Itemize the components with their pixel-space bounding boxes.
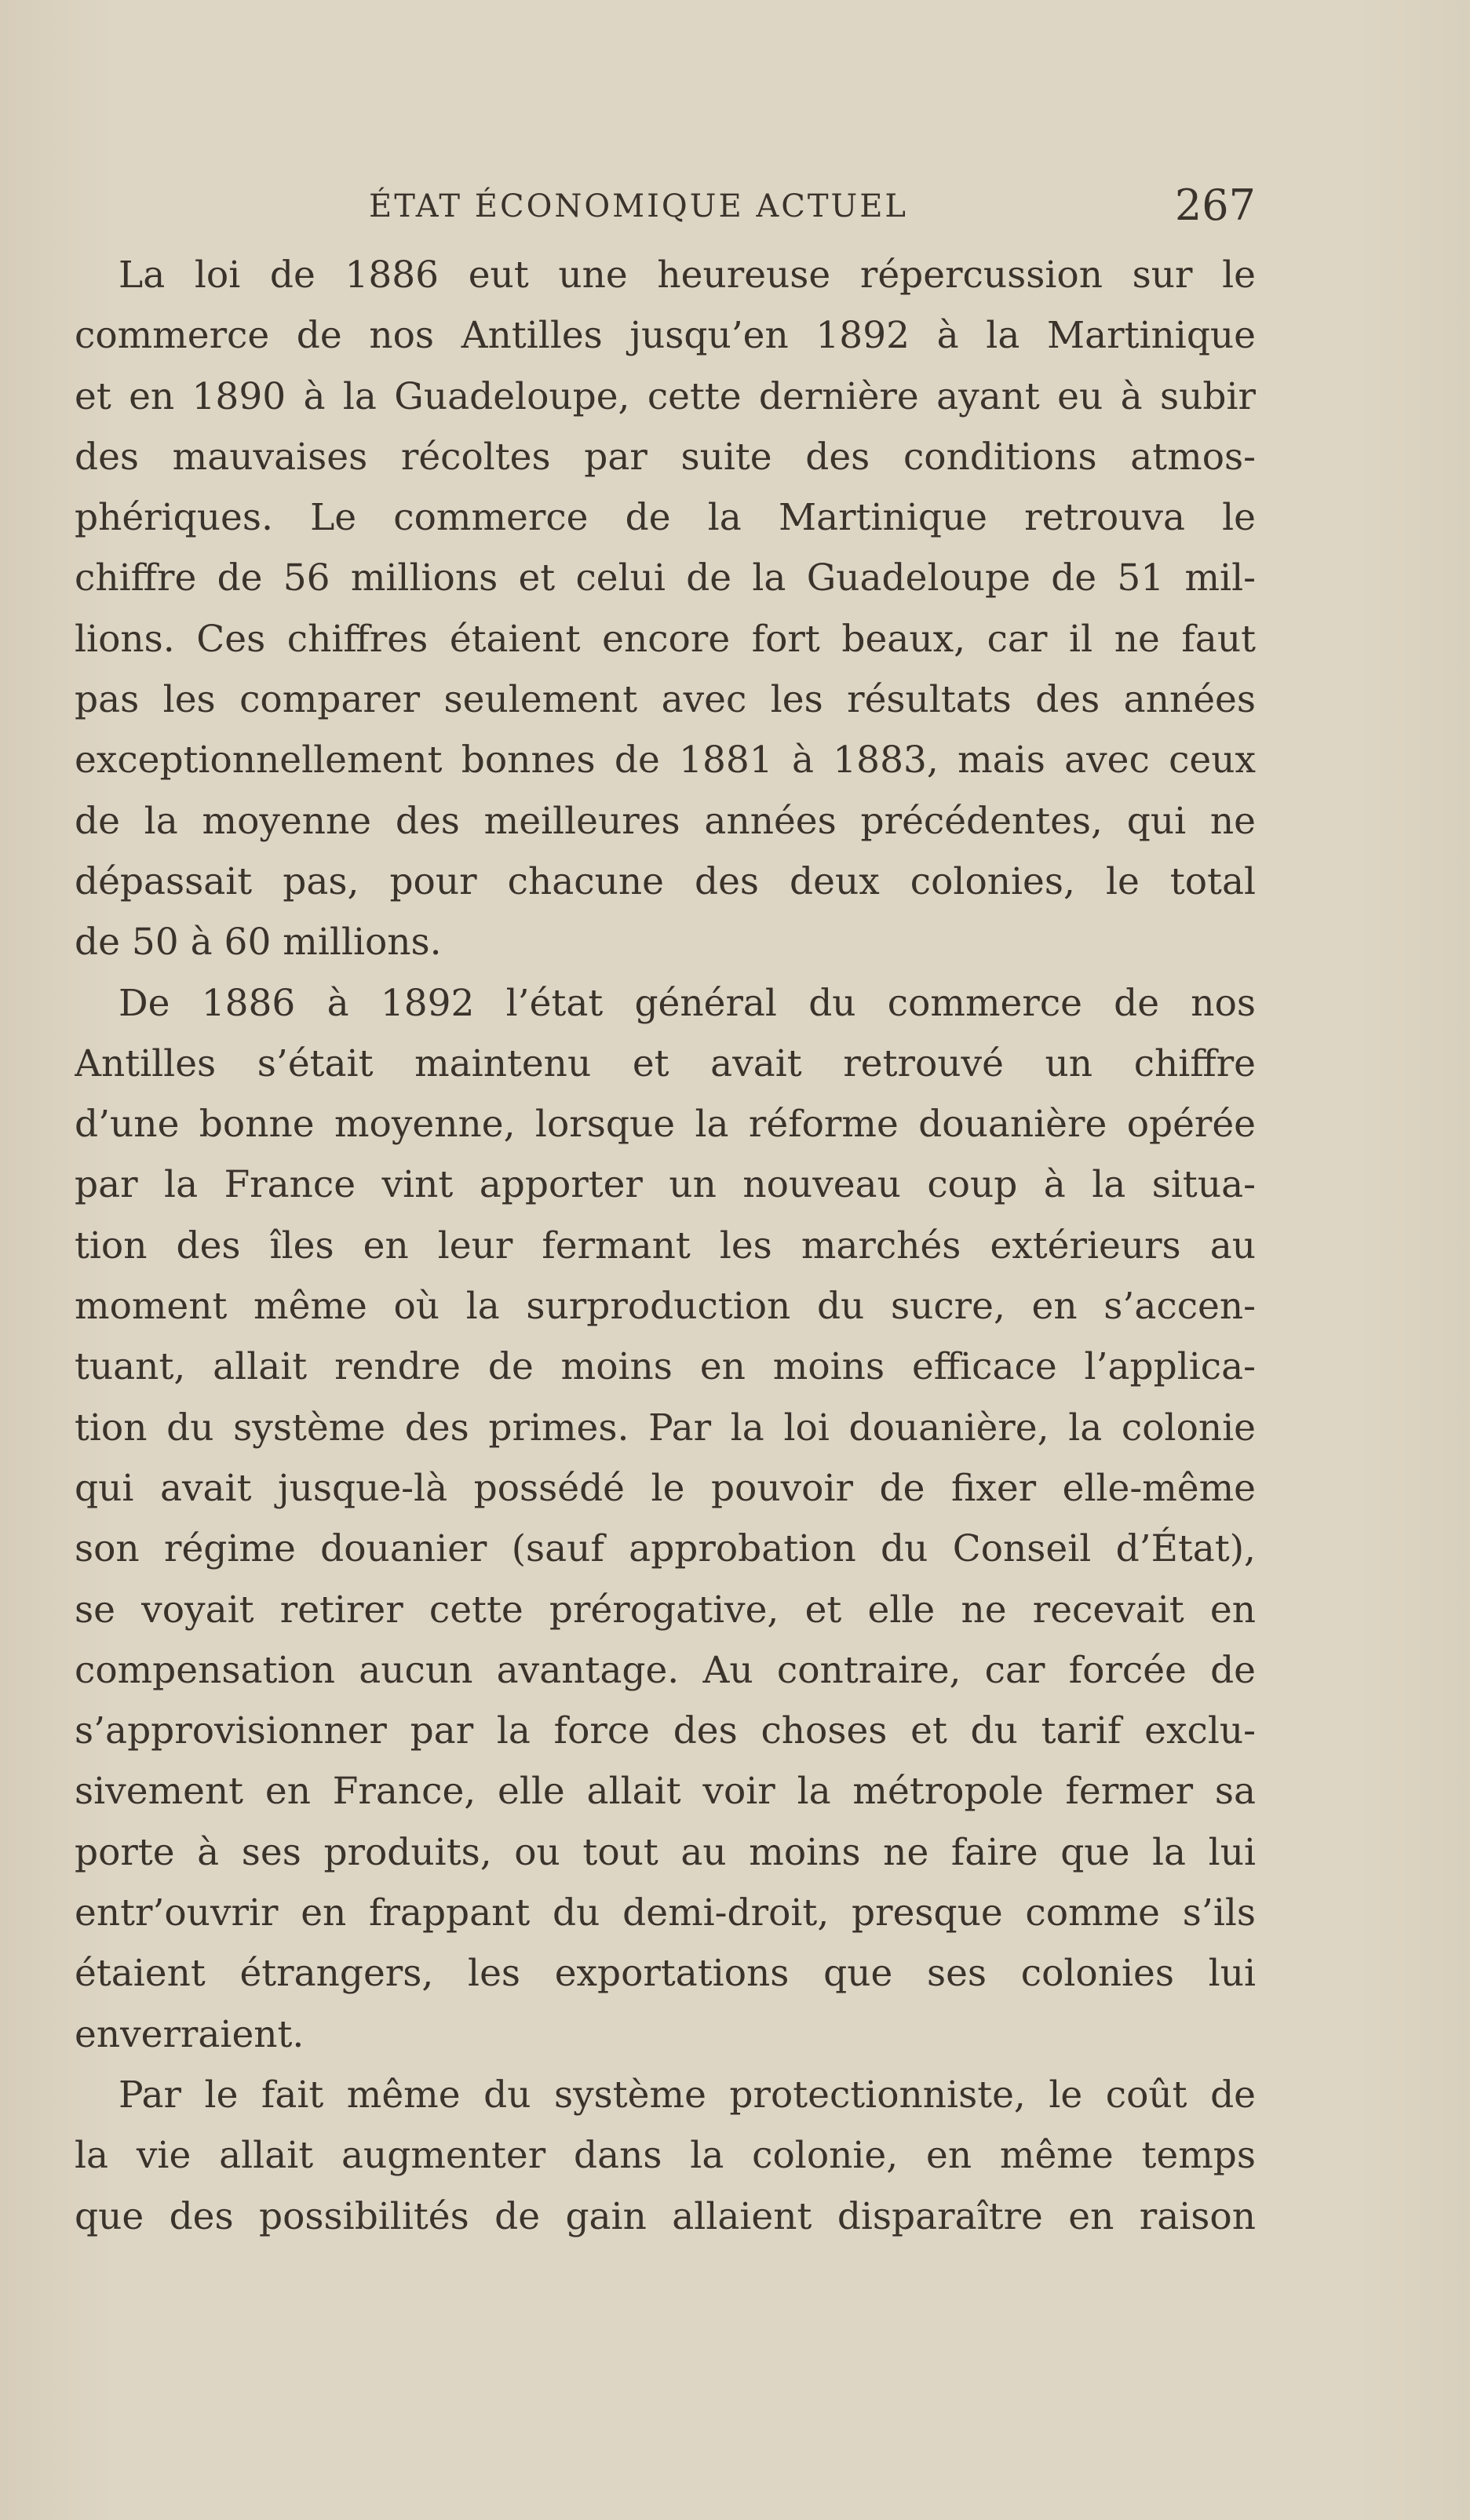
text-line: qui avait jusque-là possédé le pouvoir de fixer elle-même <box>75 1466 1256 1510</box>
book-page <box>75 174 1256 2247</box>
text-line: La loi de 1886 eut une heureuse répercussion sur le <box>119 253 1256 297</box>
text-line: tion des îles en leur fermant les marchés extérieurs au <box>75 1224 1256 1267</box>
text-line: lions. Ces chiffres étaient encore fort beaux, car il ne faut <box>75 617 1256 661</box>
text-line: d’une bonne moyenne, lorsque la réforme douanière opérée <box>75 1103 1256 1147</box>
text-line: étaient étrangers, les exportations que ses colonies lui <box>75 1952 1256 1996</box>
text-line: phériques. Le commerce de la Martinique retrouva le <box>75 496 1256 540</box>
text-line: entr’ouvrir en frappant du demi-droit, presque comme s’ils <box>75 1891 1256 1935</box>
text-line: tion du système des primes. Par la loi douanière, la colonie <box>75 1406 1256 1450</box>
text-line: que des possibilités de gain allaient disparaître en raison <box>75 2194 1256 2238</box>
text-line: chiffre de 56 millions et celui de la Guadeloupe de 51 mil- <box>75 556 1256 600</box>
text-line: De 1886 à 1892 l’état général du commerce de nos <box>119 981 1256 1025</box>
paragraph <box>75 973 1256 2065</box>
paragraph <box>75 2065 1256 2247</box>
text-line: dépassait pas, pour chacune des deux colonies, le total <box>75 859 1256 903</box>
text-line: compensation aucun avantage. Au contraire, car forcée de <box>75 1648 1256 1692</box>
body-text <box>75 245 1256 2247</box>
text-line: tuant, allait rendre de moins en moins efficace l’applica- <box>75 1345 1256 1389</box>
text-line: sivement en France, elle allait voir la métropole fermer sa <box>75 1770 1256 1814</box>
text-line: par la France vint apporter un nouveau coup à la situa- <box>75 1163 1256 1207</box>
text-line: commerce de nos Antilles jusqu’en 1892 à la Martinique <box>75 314 1256 358</box>
text-line: la vie allait augmenter dans la colonie, en même temps <box>75 2134 1256 2178</box>
text-line: de 50 à 60 millions. <box>75 921 442 965</box>
text-line: Antilles s’était maintenu et avait retrouvé un chiffre <box>75 1041 1256 1085</box>
page-number: 267 <box>1174 181 1256 230</box>
text-line: et en 1890 à la Guadeloupe, cette dernière ayant eu à subir <box>75 374 1256 418</box>
running-title: ÉTAT ÉCONOMIQUE ACTUEL <box>369 188 908 224</box>
text-line: exceptionnellement bonnes de 1881 à 1883, mais avec ceux <box>75 738 1256 782</box>
text-line: son régime douanier (sauf approbation du Conseil d’État), <box>75 1527 1256 1571</box>
paragraph <box>75 245 1256 973</box>
text-line: Par le fait même du système protectionniste, le coût de <box>119 2073 1256 2117</box>
text-line: moment même où la surproduction du sucre, en s’accen- <box>75 1285 1256 1329</box>
text-line: des mauvaises récoltes par suite des conditions atmos- <box>75 435 1256 479</box>
text-line: pas les comparer seulement avec les résultats des années <box>75 678 1256 722</box>
text-line: porte à ses produits, ou tout au moins ne faire que la lui <box>75 1830 1256 1874</box>
text-line: enverraient. <box>75 2012 305 2056</box>
text-line: se voyait retirer cette prérogative, et elle ne recevait en <box>75 1588 1256 1632</box>
text-line: s’approvisionner par la force des choses et du tarif exclu- <box>75 1709 1256 1753</box>
running-head <box>75 174 1256 237</box>
text-line: de la moyenne des meilleures années précédentes, qui ne <box>75 799 1256 843</box>
